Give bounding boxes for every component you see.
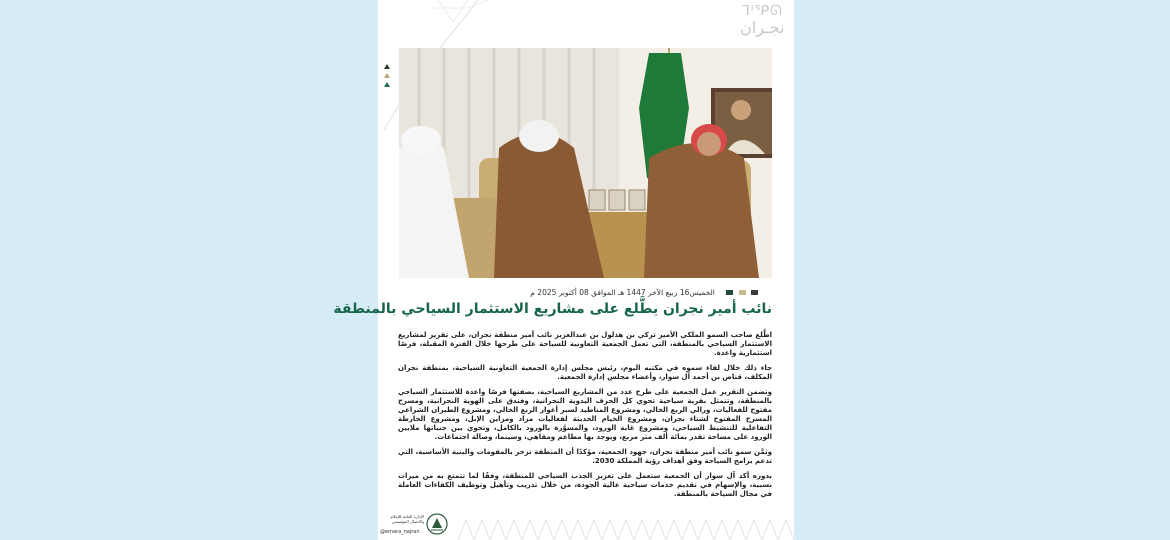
paragraph: اطَّلع صاحب السمو الملكي الأمير تركي بن هذلول بن عبدالعزيز نائب أمير منطقة نجران، على تقرير لمشاريع الاستثمار السياحي بالمنطقة، التي تعمل الجمعية التعاونية للسياحة على طرحها خلال الفترة المقبلة، فرصًا استثمارية واعدة. [398, 331, 772, 357]
color-square [751, 290, 758, 295]
footer-brand [380, 512, 450, 538]
paragraph: بدوره أكد آل سوار أن الجمعية ستعمل على تعزيز الجذب السياحي للمنطقة، وفقًا لما تتمتع به من ميزات نسبية، والإسهام في تقديم خدمات سياحية عالية الجودة، من خلال تدريب وتأهيل وتوظيف الكفاءات العاملة في مجال السياحة بالمنطقة. [398, 472, 772, 498]
headline: نائب أمير نجران يطَّلع على مشاريع الاستثمار السياحي بالمنطقة [333, 301, 772, 317]
paragraph: وتضمن التقرير عمل الجمعية على طرح عدد من المشاريع السياحية، بصفتها فرصًا واعدة للاستثمار السياحي بالمنطقة، وتتمثل بقرية سياحية تحوي كل الحرف اليدوية النجرانية، وفندق على الهوية النجرانية، ومسرح مفتوح للفعاليات، ورالي الربع الخالي، ومشروع المناطيد لسبر أغوار الربع الخالي، ومشروع الطيران الشراعي المسرح المفتوح لشتاء نجران، ومشروع الخيام الحديثة لفعاليات مزاد ومزاين الإبل، ومشروع الخارطة التفاعلية للتنشيط السياحي، ومشروع غابة الورود، والمسوَّرة بالورود بالكامل، وتحوي بين جنباتها ملايين الورود على مساحة تقدر بمائة ألف متر مربع، ويوجد بها مطاعم ومقاهي، وسينما، وصالة اجتماعات. [398, 388, 772, 441]
date-text: الخميس16 ربيع الآخر 1447 هـ الموافق 08 أكتوبر 2025 م [530, 287, 715, 297]
article-body [398, 331, 772, 511]
logo-glyphs: ᒣᑊᕿᘏ [741, 3, 783, 19]
paragraph: جاء ذلك خلال لقاء سموه في مكتبه اليوم، رئيس مجلس إدارة الجمعية التعاونية السياحية، بمنطقة نجران المكلف، قناص بن أحمد آل سوار، وأعضاء مجلس إدارة الجمعية. [398, 364, 772, 381]
color-square [726, 290, 733, 295]
org-name: الإدارة العامة للإعلام والاتصال المؤسسي [390, 514, 424, 524]
side-dots [384, 64, 390, 91]
news-poster [333, 0, 794, 540]
footer-pattern [458, 514, 794, 540]
logo-name: نجـران [740, 18, 785, 37]
triangle-marker-icon [384, 73, 390, 78]
triangle-marker-icon [384, 82, 390, 87]
triangle-marker-icon [384, 64, 390, 69]
paragraph: وثمَّن سمو نائب أمير منطقة نجران، جهود الجمعية، مؤكدًا أن المنطقة تزخر بالمقومات والبنية الأساسية، التي تدعم برامج السياحة وفق أهداف رؤية المملكة 2030. [398, 448, 772, 465]
color-square [739, 290, 746, 295]
meeting-photo [399, 48, 772, 278]
najran-logo [740, 4, 784, 36]
social-handle: @emara_najran [380, 529, 420, 535]
emblem-icon [426, 513, 448, 535]
